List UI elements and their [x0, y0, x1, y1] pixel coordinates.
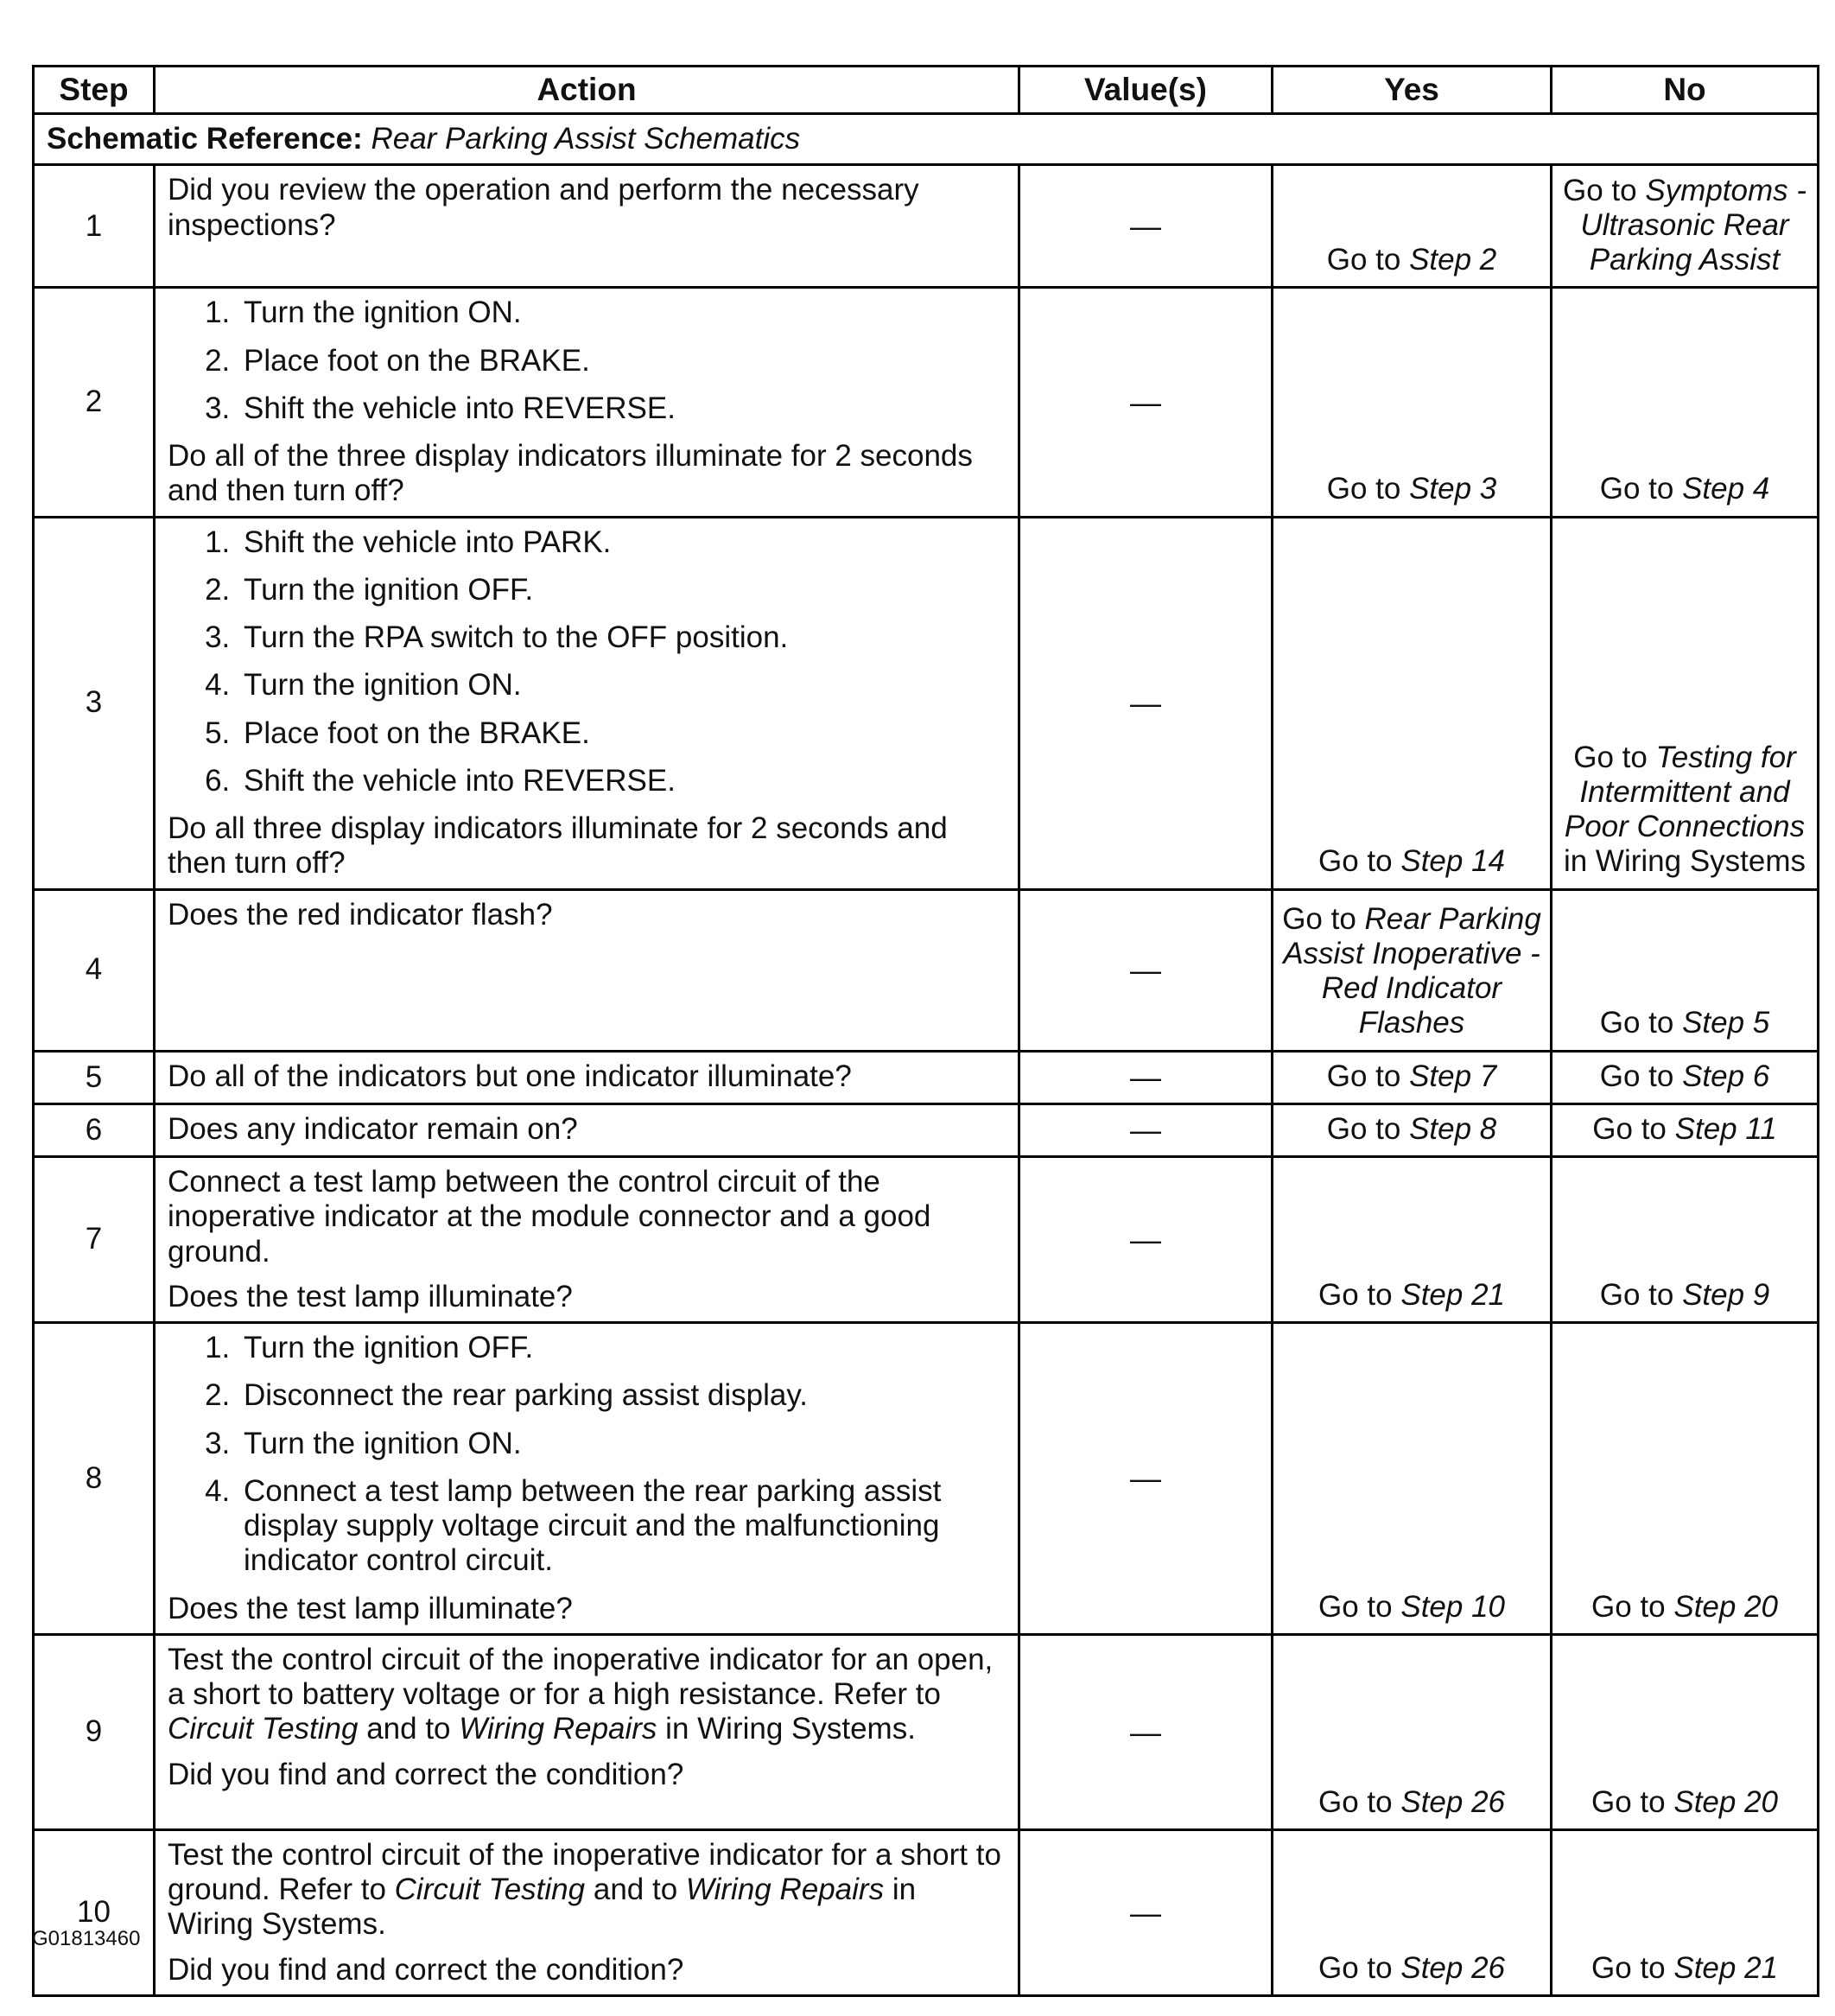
schematic-reference	[34, 114, 1819, 165]
go-to-text: Go to	[1318, 1784, 1393, 1819]
yes-target-link[interactable]: Step 3	[1409, 472, 1497, 506]
header-no: No	[1552, 67, 1819, 114]
step-action	[155, 517, 1019, 889]
action-step-item: 6. Shift the vehicle into REVERSE.	[238, 764, 1006, 798]
go-to-text: Go to	[1318, 1589, 1393, 1624]
yes-target-link[interactable]: Step 26	[1400, 1950, 1505, 1985]
header-step: Step	[34, 67, 155, 114]
action-step-item: 1. Turn the ignition OFF.	[238, 1331, 1006, 1365]
step-value: —	[1019, 1157, 1273, 1323]
table-row	[34, 889, 1819, 1051]
go-to-suffix: in Wiring Systems	[1563, 844, 1806, 879]
go-to-text: Go to	[1318, 1950, 1393, 1985]
step-action	[155, 889, 1019, 1051]
table-row	[34, 1051, 1819, 1103]
go-to-text: Go to	[1591, 1589, 1666, 1624]
no-target-link[interactable]: Symptoms - Ultrasonic Rear Parking Assist	[1580, 173, 1807, 277]
schematic-reference-label: Schematic Reference:	[47, 122, 363, 156]
go-to-text: Go to	[1591, 1784, 1666, 1819]
step-action	[155, 1829, 1019, 1995]
step-action	[155, 1051, 1019, 1103]
instruction-text: Test the control circuit of the inoperative indicator for a short to ground. Refer to	[168, 1837, 1001, 1906]
instruction-text: in Wiring Systems.	[168, 1873, 917, 1942]
schematic-reference-link[interactable]: Rear Parking Assist Schematics	[371, 122, 801, 156]
go-to-text: Go to	[1318, 844, 1393, 879]
action-question: Do all of the indicators but one indicator illuminate?	[168, 1059, 852, 1093]
no-target-link[interactable]: Testing for Intermittent and Poor Connections	[1564, 740, 1806, 843]
no-target-link[interactable]: Step 4	[1682, 472, 1770, 506]
yes-target-link[interactable]: Step 26	[1400, 1784, 1505, 1819]
yes-result	[1273, 1051, 1552, 1103]
figure-id: G01813460	[32, 1927, 141, 1950]
yes-result	[1273, 1634, 1552, 1829]
no-result	[1552, 165, 1819, 288]
step-value: —	[1019, 288, 1273, 517]
yes-result	[1273, 165, 1552, 288]
step-action	[155, 1634, 1019, 1829]
action-instruction	[168, 1838, 1006, 1943]
step-value: —	[1019, 1829, 1273, 1995]
no-target-link[interactable]: Step 9	[1682, 1277, 1770, 1312]
action-step-item: 3. Turn the ignition ON.	[238, 1427, 1006, 1461]
instruction-text: Test the control circuit of the inoperative indicator for an open, a short to battery voltage or for a high resistance. Refer to	[168, 1642, 994, 1711]
step-action	[155, 288, 1019, 517]
no-result	[1552, 517, 1819, 889]
step-number: 7	[34, 1157, 155, 1323]
go-to-text: Go to	[1573, 740, 1648, 774]
step-number: 2	[34, 288, 155, 517]
action-question: Does any indicator remain on?	[168, 1111, 578, 1146]
instruction-text: in Wiring Systems.	[657, 1712, 916, 1746]
yes-target-link[interactable]: Step 10	[1400, 1589, 1505, 1624]
step-number: 1	[34, 165, 155, 288]
no-result	[1552, 889, 1819, 1051]
header-value: Value(s)	[1019, 67, 1273, 114]
table-row	[34, 1103, 1819, 1156]
yes-target-link[interactable]: Step 14	[1400, 844, 1505, 879]
step-value: —	[1019, 1323, 1273, 1635]
go-to-text: Go to	[1326, 1059, 1401, 1093]
table-row	[34, 288, 1819, 517]
header-yes: Yes	[1273, 67, 1552, 114]
go-to-text: Go to	[1282, 901, 1356, 936]
action-question: Does the red indicator flash?	[168, 897, 553, 932]
cross-reference-link[interactable]: Wiring Repairs	[459, 1712, 657, 1746]
action-question: Did you find and correct the condition?	[168, 1757, 684, 1791]
go-to-text: Go to	[1326, 243, 1401, 277]
step-value: —	[1019, 1103, 1273, 1156]
yes-result	[1273, 1103, 1552, 1156]
schematic-reference-row	[34, 114, 1819, 165]
step-value: —	[1019, 165, 1273, 288]
step-value: —	[1019, 517, 1273, 889]
action-question: Does the test lamp illuminate?	[168, 1591, 573, 1625]
instruction-text: and to	[358, 1712, 460, 1746]
no-result	[1552, 1157, 1819, 1323]
header-action: Action	[155, 67, 1019, 114]
go-to-text: Go to	[1599, 1277, 1674, 1312]
table-row	[34, 1829, 1819, 1995]
action-step-item: 1. Shift the vehicle into PARK.	[238, 525, 1006, 560]
action-instruction	[168, 1643, 1006, 1747]
action-question: Did you review the operation and perform the necessary inspections?	[168, 173, 919, 242]
table-row	[34, 1157, 1819, 1323]
cross-reference-link[interactable]: Circuit Testing	[394, 1873, 586, 1906]
no-result	[1552, 1323, 1819, 1635]
step-value: —	[1019, 889, 1273, 1051]
action-question: Does the test lamp illuminate?	[168, 1279, 573, 1313]
no-result	[1552, 288, 1819, 517]
action-step-item: 4. Turn the ignition ON.	[238, 668, 1006, 703]
action-instruction: Connect a test lamp between the control circuit of the inoperative indicator at the module connector and a good ground.	[168, 1165, 931, 1269]
no-target-link[interactable]: Step 6	[1682, 1059, 1770, 1093]
step-value: —	[1019, 1051, 1273, 1103]
go-to-text: Go to	[1591, 1950, 1666, 1985]
table-row	[34, 165, 1819, 288]
no-target-link[interactable]: Step 21	[1673, 1950, 1778, 1985]
cross-reference-link[interactable]: Circuit Testing	[168, 1712, 359, 1746]
action-steps-list	[168, 296, 1006, 426]
yes-result	[1273, 288, 1552, 517]
go-to-text: Go to	[1599, 1059, 1674, 1093]
go-to-text: Go to	[1599, 472, 1674, 506]
yes-target-link[interactable]: Rear Parking Assist Inoperative - Red Indicator Flashes	[1283, 901, 1541, 1040]
yes-result	[1273, 1323, 1552, 1635]
yes-target-link[interactable]: Step 21	[1400, 1277, 1505, 1312]
no-result	[1552, 1829, 1819, 1995]
action-step-item: 3. Shift the vehicle into REVERSE.	[238, 391, 1006, 426]
cross-reference-link[interactable]: Wiring Repairs	[685, 1873, 885, 1906]
action-steps-list	[168, 525, 1006, 799]
step-number: 10	[34, 1829, 155, 1995]
yes-result	[1273, 889, 1552, 1051]
go-to-text: Go to	[1326, 472, 1401, 506]
step-action	[155, 165, 1019, 288]
action-step-item: 5. Place foot on the BRAKE.	[238, 716, 1006, 751]
step-number: 8	[34, 1323, 155, 1635]
step-action	[155, 1103, 1019, 1156]
step-number: 4	[34, 889, 155, 1051]
action-question: Did you find and correct the condition?	[168, 1952, 684, 1987]
no-target-link[interactable]: Step 11	[1674, 1111, 1777, 1146]
instruction-text: and to	[585, 1873, 686, 1906]
no-target-link[interactable]: Step 20	[1673, 1589, 1778, 1624]
go-to-text: Go to	[1592, 1111, 1667, 1146]
go-to-text: Go to	[1318, 1277, 1393, 1312]
no-target-link[interactable]: Step 20	[1673, 1784, 1778, 1819]
table-row	[34, 1323, 1819, 1635]
step-number: 5	[34, 1051, 155, 1103]
action-step-item: 1. Turn the ignition ON.	[238, 296, 1006, 330]
table-row	[34, 1634, 1819, 1829]
table-row	[34, 517, 1819, 889]
no-result	[1552, 1634, 1819, 1829]
action-steps-list	[168, 1331, 1006, 1579]
action-question: Do all of the three display indicators illuminate for 2 seconds and then turn off?	[168, 439, 973, 508]
no-result	[1552, 1051, 1819, 1103]
go-to-text: Go to	[1562, 173, 1637, 207]
action-step-item: 3. Turn the RPA switch to the OFF position.	[238, 620, 1006, 655]
no-result	[1552, 1103, 1819, 1156]
yes-result	[1273, 517, 1552, 889]
action-step-item: 2. Turn the ignition OFF.	[238, 573, 1006, 607]
diagnostic-table-container	[32, 65, 1817, 1997]
step-number: 3	[34, 517, 155, 889]
yes-result	[1273, 1829, 1552, 1995]
yes-result	[1273, 1157, 1552, 1323]
go-to-text: Go to	[1326, 1111, 1401, 1146]
step-action	[155, 1157, 1019, 1323]
go-to-text: Go to	[1599, 1006, 1674, 1040]
step-number: 6	[34, 1103, 155, 1156]
header-row	[34, 67, 1819, 114]
step-action	[155, 1323, 1019, 1635]
yes-target-link[interactable]: Step 8	[1409, 1111, 1497, 1146]
action-step-item: 4. Connect a test lamp between the rear parking assist display supply voltage circuit and the malfunctioning indicator control circuit.	[238, 1474, 1006, 1579]
action-question: Do all three display indicators illuminate for 2 seconds and then turn off?	[168, 811, 948, 881]
diagnostic-table	[32, 65, 1819, 1997]
step-number: 9	[34, 1634, 155, 1829]
action-step-item: 2. Place foot on the BRAKE.	[238, 344, 1006, 378]
yes-target-link[interactable]: Step 2	[1409, 243, 1497, 277]
yes-target-link[interactable]: Step 7	[1409, 1059, 1497, 1093]
no-target-link[interactable]: Step 5	[1682, 1006, 1770, 1040]
step-value: —	[1019, 1634, 1273, 1829]
action-step-item: 2. Disconnect the rear parking assist display.	[238, 1378, 1006, 1413]
